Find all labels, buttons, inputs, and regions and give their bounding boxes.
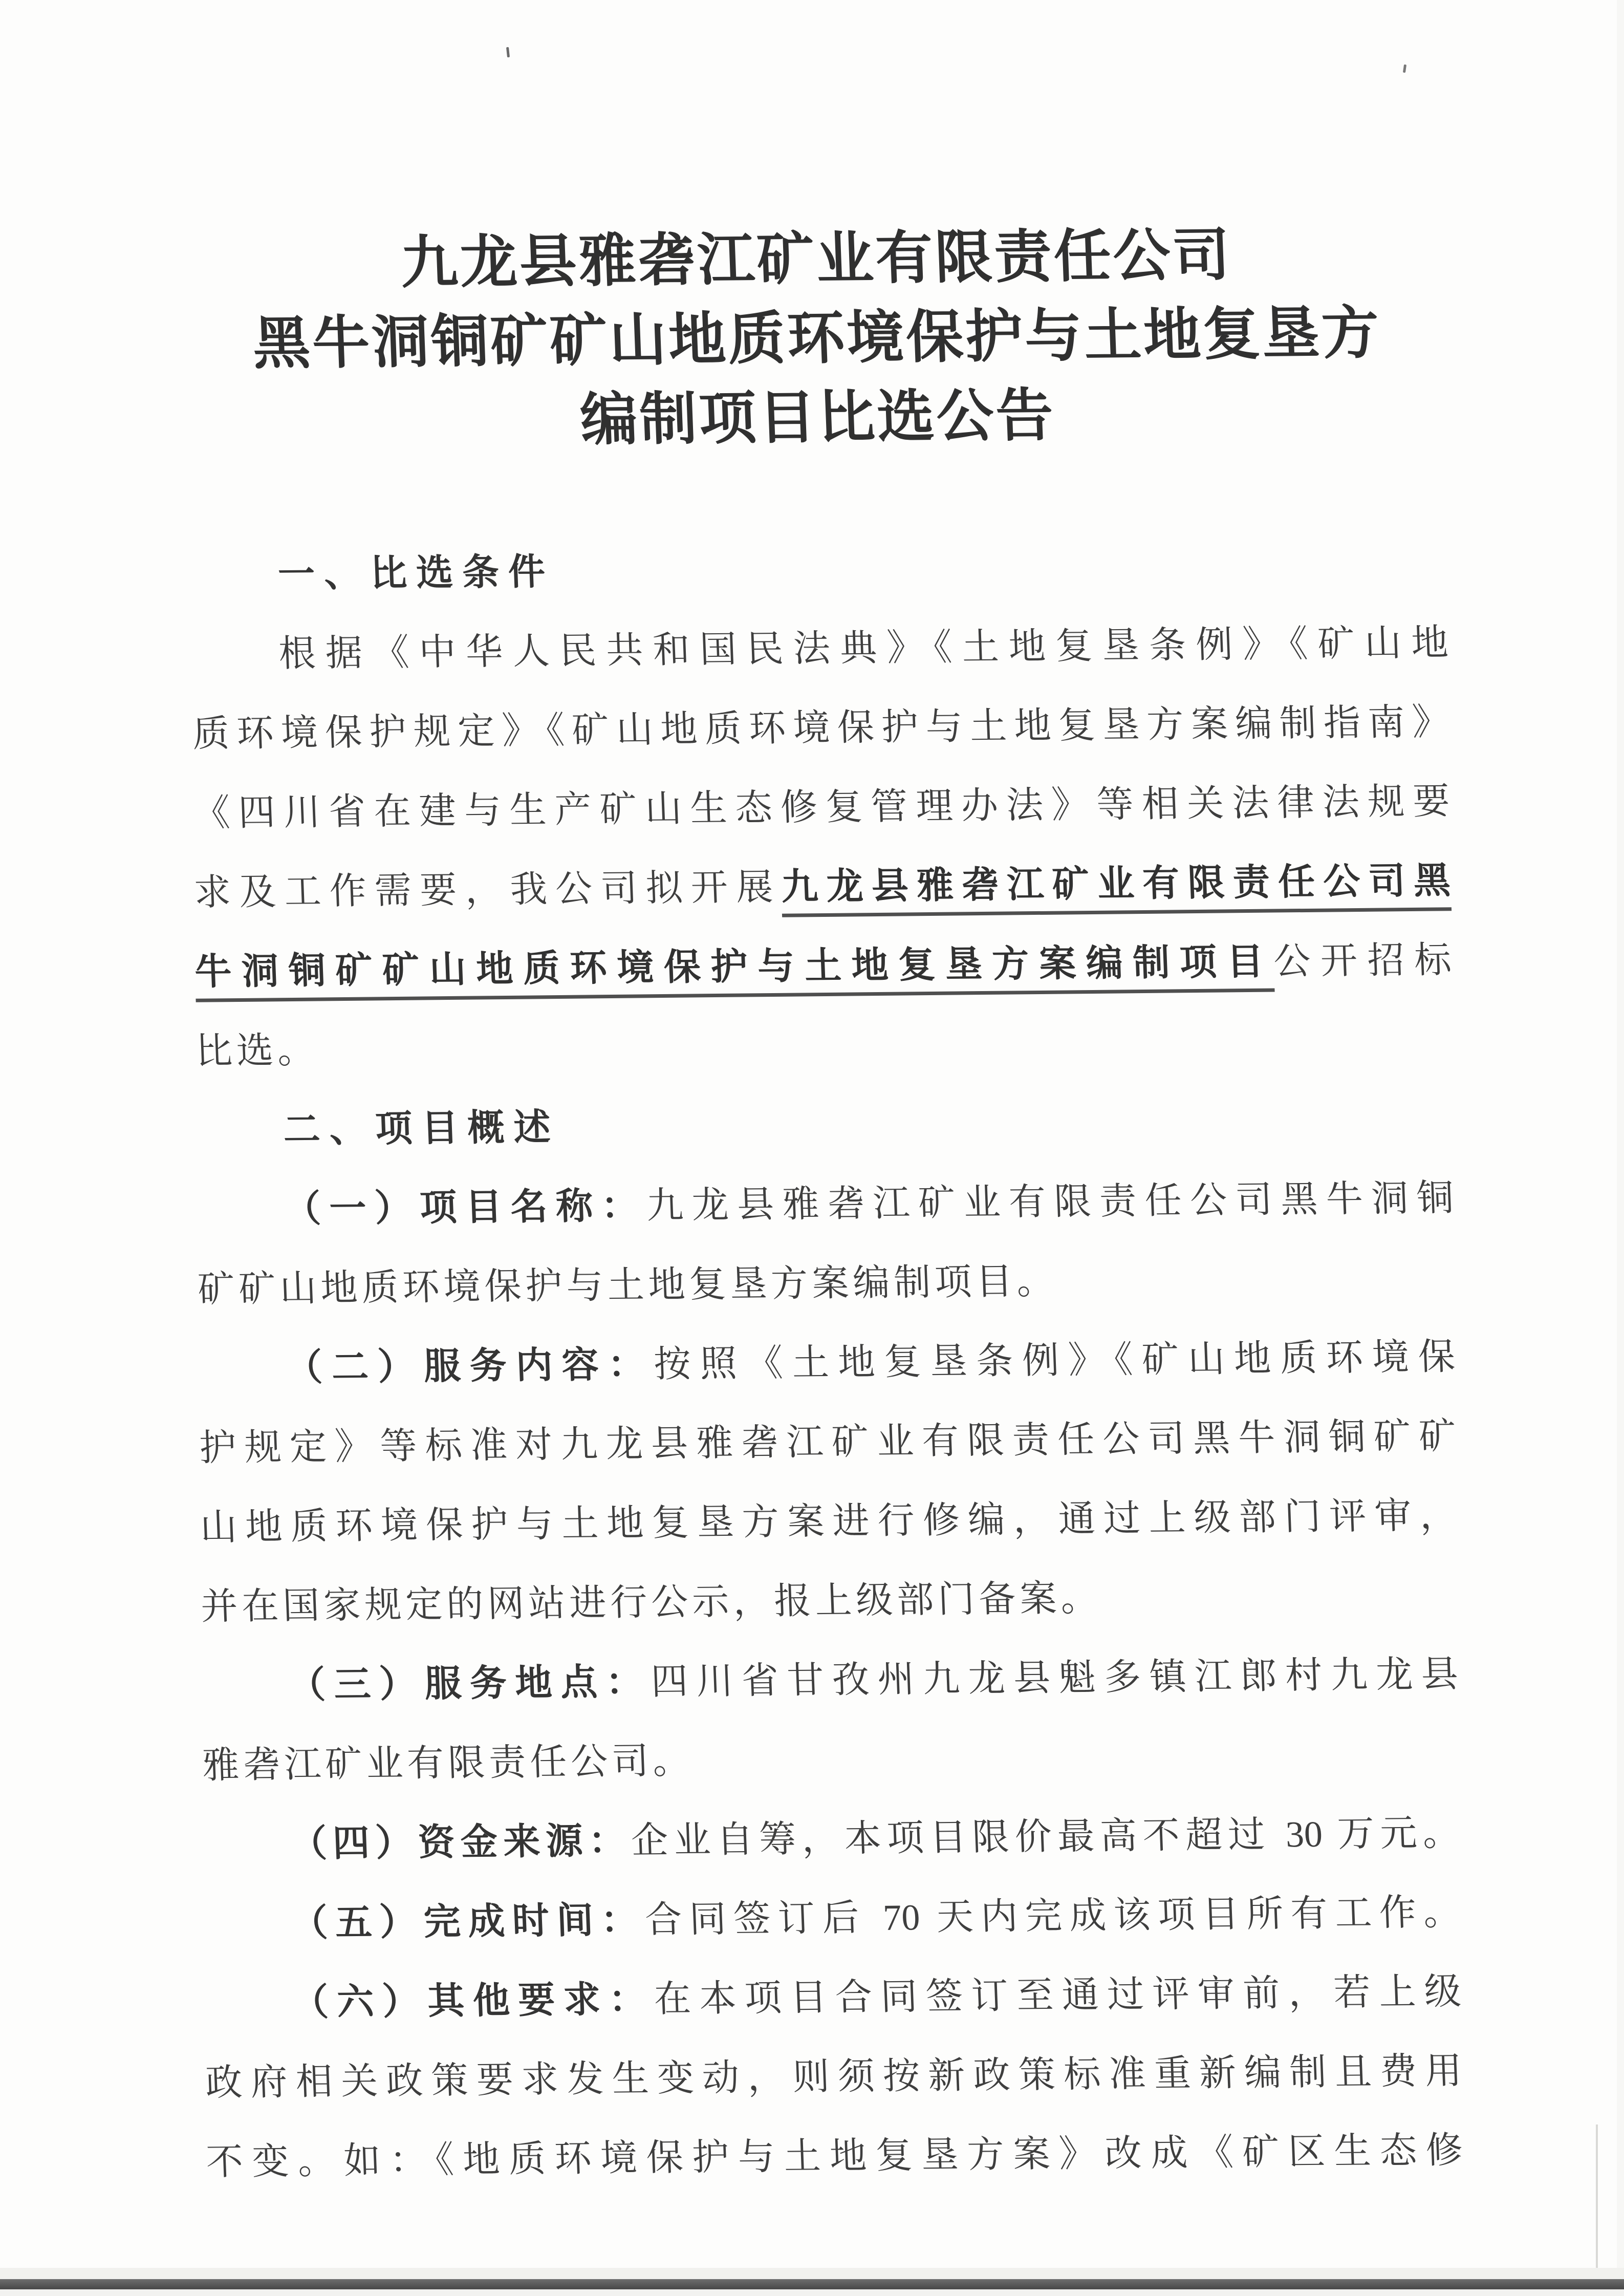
scan-bottom-fade bbox=[0, 2268, 1624, 2279]
para1-line4-text: 求及工作需要，我公司拟开展 bbox=[193, 866, 782, 913]
item-6-line-3: 不变。如：《地质环境保护与土地复垦方案》改成《矿区生态修 bbox=[205, 2130, 1464, 2183]
item-6-label: （六）其他要求： bbox=[291, 1979, 655, 2024]
item-2-line-1 bbox=[197, 1317, 1457, 1409]
item-3-line-1 bbox=[200, 1635, 1460, 1726]
para1-line-6: 比选。 bbox=[194, 1029, 319, 1072]
item-1-label: （一）项目名称： bbox=[283, 1185, 647, 1230]
item-5-line-1 bbox=[202, 1873, 1462, 1964]
item-2-line-3: 山地质环境保护与土地复垦方案进行修编，通过上级部门评审， bbox=[199, 1495, 1458, 1548]
item-1-line-1 bbox=[196, 1158, 1455, 1250]
item-2-line-2: 护规定》等标准对九龙县雅砻江矿业有限责任公司黑牛洞铜矿矿 bbox=[198, 1415, 1457, 1469]
item-6-line-2: 政府相关政策要求发生变动，则须按新政策标准重新编制且费用 bbox=[204, 2050, 1463, 2104]
scan-speck-top-right bbox=[1403, 65, 1406, 73]
scan-bottom-margin bbox=[0, 2289, 1624, 2296]
section-1-heading: 一、比选条件 bbox=[277, 551, 555, 595]
item-3-text: 四川省甘孜州九龙县魁多镇江郎村九龙县 bbox=[650, 1654, 1459, 1703]
item-5-label: （五）完成时间： bbox=[290, 1899, 646, 1944]
item-6-text: 在本项目合同签订至通过评审前，若上级 bbox=[653, 1971, 1462, 2020]
item-1-text: 九龙县雅砻江矿业有限责任公司黑牛洞铜 bbox=[645, 1177, 1455, 1227]
scan-right-edge-shade bbox=[1617, 0, 1624, 2296]
title-line-2: 黑牛洞铜矿矿山地质环境保护与土地复垦方 bbox=[251, 302, 1382, 376]
item-3-label: （三）服务地点： bbox=[288, 1661, 652, 1706]
item-1-line-2: 矿矿山地质环境保护与土地复垦方案编制项目。 bbox=[197, 1260, 1058, 1310]
item-6-line-1 bbox=[203, 1952, 1463, 2044]
item-5-text: 合同签订后 70 天内完成该项目所有工作。 bbox=[644, 1892, 1461, 1941]
para1-line-5 bbox=[193, 920, 1453, 1012]
para1-line5-text: 公开招标 bbox=[1272, 939, 1452, 982]
item-2-line-4: 并在国家规定的网站进行公示，报上级部门备案。 bbox=[200, 1577, 1102, 1627]
item-4-line-1 bbox=[202, 1793, 1461, 1885]
item-3-line-2: 雅砻江矿业有限责任公司。 bbox=[201, 1740, 695, 1786]
title-line-3: 编制项目比选公告 bbox=[579, 384, 1056, 453]
item-4-text: 企业自筹，本项目限价最高不超过 30 万元。 bbox=[630, 1812, 1461, 1861]
para1-line-3: 《四川省在建与生产矿山生态修复管理办法》等相关法律法规要 bbox=[192, 781, 1450, 834]
para1-line4-underlined-project-name: 九龙县雅砻江矿业有限责任公司黑 bbox=[781, 860, 1452, 917]
title-line-1: 九龙县雅砻江矿业有限责任公司 bbox=[399, 224, 1233, 295]
scan-speck-top-left bbox=[506, 47, 510, 57]
document-content bbox=[188, 214, 1463, 2202]
scan-right-edge-line bbox=[1596, 2125, 1598, 2279]
item-2-text: 按照《土地复垦条例》《矿山地质环境保 bbox=[653, 1336, 1456, 1385]
document-title bbox=[188, 214, 1446, 464]
item-2-label: （二）服务内容： bbox=[285, 1344, 655, 1389]
para1-line-2: 质环境保护规定》《矿山地质环境保护与土地复垦方案编制指南》 bbox=[191, 701, 1450, 755]
para1-line-4 bbox=[192, 841, 1452, 933]
section-2-heading: 二、项目概述 bbox=[282, 1106, 560, 1151]
scan-bottom-band bbox=[0, 2279, 1624, 2289]
para1-line-1: 根据《中华人民共和国民法典》《土地复垦条例》《矿山地 bbox=[278, 622, 1449, 675]
item-4-label: （四）资金来源： bbox=[289, 1820, 632, 1865]
para1-line5-underlined-project-name: 牛洞铜矿矿山地质环境保护与土地复垦方案编制项目 bbox=[194, 941, 1275, 1002]
